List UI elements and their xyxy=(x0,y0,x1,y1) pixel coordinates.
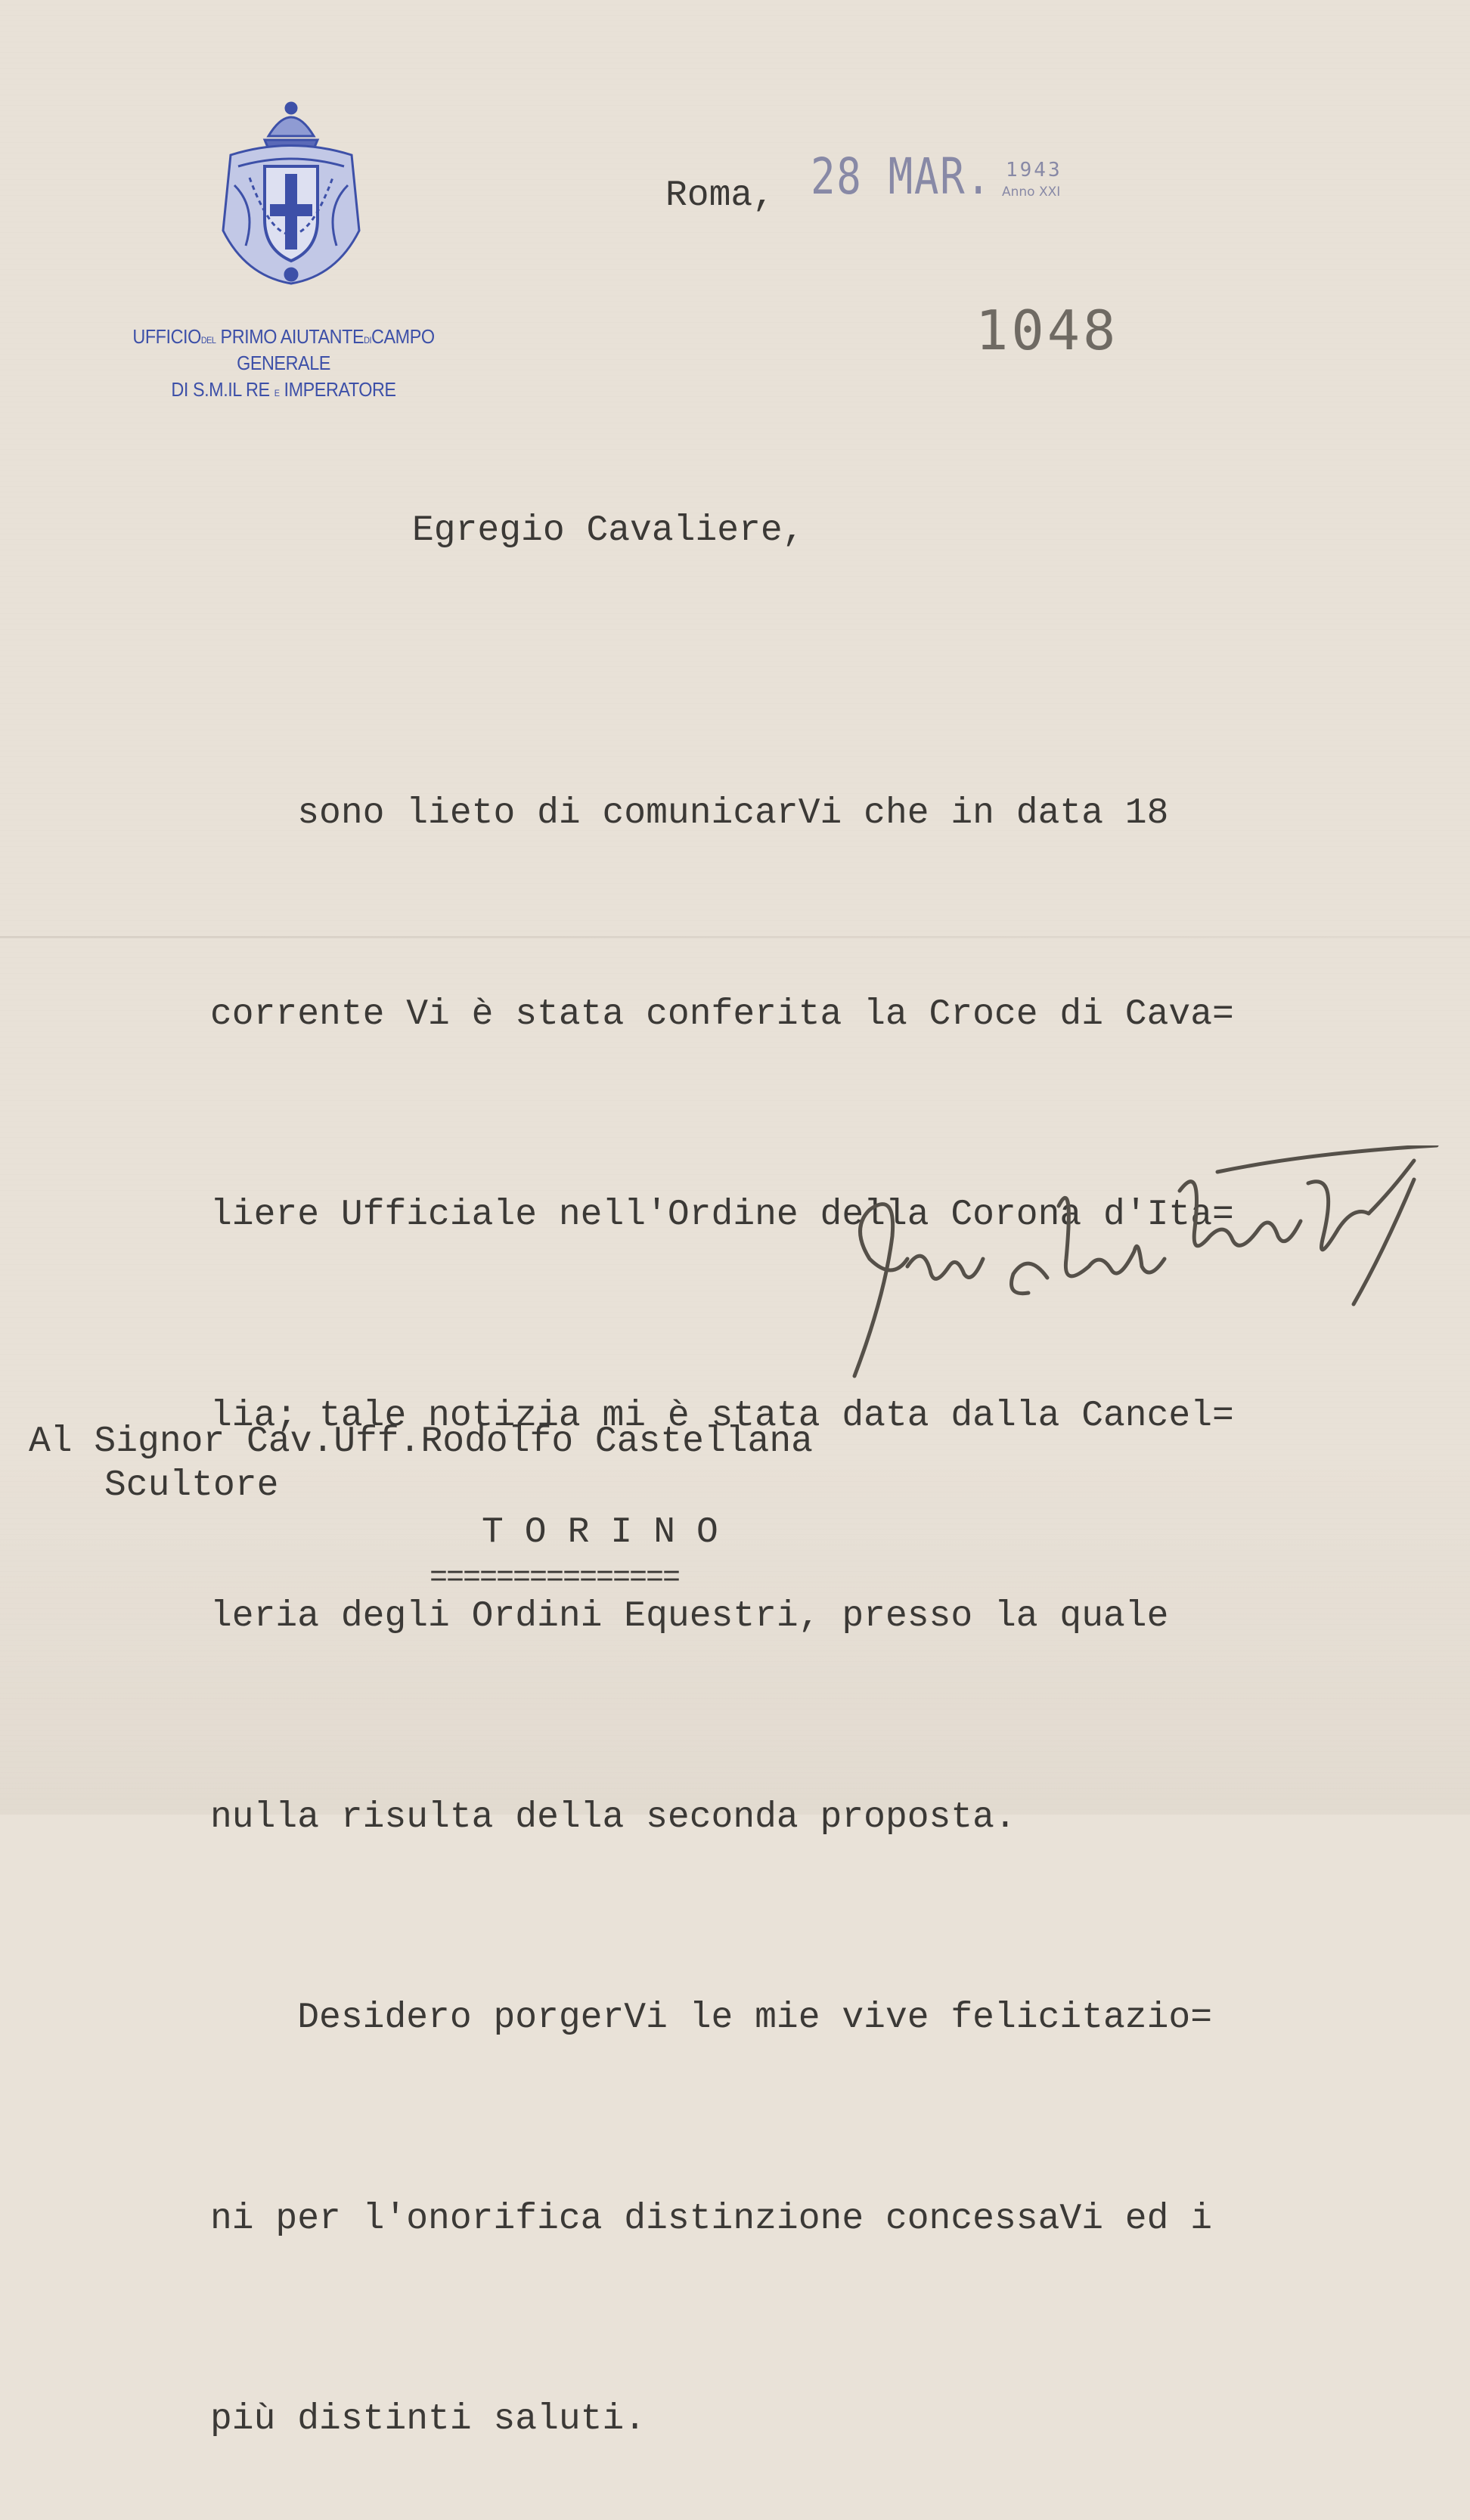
letter-body xyxy=(210,646,1390,2520)
royal-coat-of-arms-icon xyxy=(216,95,367,291)
body-line: Desidero porgerVi le mie vive felicitazio= xyxy=(210,1998,1213,2038)
letterhead xyxy=(93,324,474,403)
protocol-number: 1048 xyxy=(975,299,1119,362)
recipient-title: Scultore xyxy=(104,1465,279,1506)
salutation: Egregio Cavaliere, xyxy=(412,510,805,551)
body-line: più distinti saluti. xyxy=(210,2399,647,2440)
body-line: ni per l'onorifica distinzione concessaVi ed i xyxy=(210,2198,1213,2239)
letterhead-line-1: UFFICIODEL PRIMO AIUTANTEDICAMPO GENERALE xyxy=(132,325,435,375)
body-line: nulla risulta della seconda proposta. xyxy=(210,1796,1016,1838)
body-line: leria degli Ordini Equestri, presso la quale xyxy=(210,1596,1169,1637)
recipient-city: TORINO xyxy=(482,1512,740,1553)
body-line: liere Ufficiale nell'Ordine della Corona d'Ita= xyxy=(210,1195,1234,1235)
date-stamp-year: 1943 xyxy=(1006,159,1062,181)
date-stamp: 28 MAR. xyxy=(811,147,992,206)
body-line: lia; tale notizia mi è stata data dalla Cancel= xyxy=(210,1395,1234,1437)
body-line: corrente Vi è stata conferita la Croce di Cava= xyxy=(210,993,1234,1035)
body-line: sono lieto di comunicarVi che in data 18 xyxy=(210,793,1169,834)
letterhead-line-2: DI S.M.IL RE E IMPERATORE xyxy=(171,378,396,401)
place-name: Roma, xyxy=(665,175,775,216)
handwritten-signature-icon xyxy=(839,1145,1444,1387)
recipient-name: Al Signor Cav.Uff.Rodolfo Castellana xyxy=(29,1421,813,1462)
address-underline: =============== xyxy=(430,1561,680,1595)
date-stamp-era: Anno XXI xyxy=(1002,184,1061,200)
